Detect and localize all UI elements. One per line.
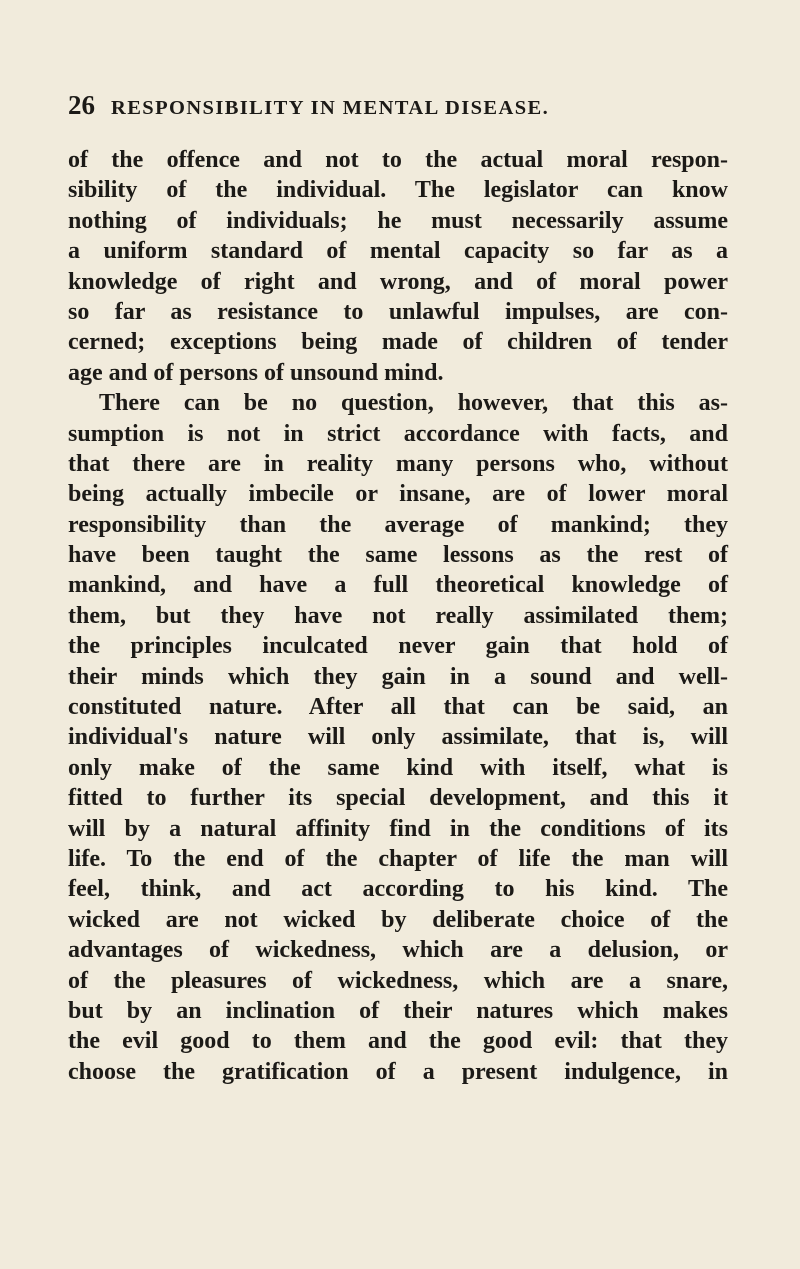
text-line: individual's nature will only assimilate, that is, will — [68, 724, 728, 751]
text-line: the evil good to them and the good evil: that they — [68, 1028, 728, 1055]
text-line: age and of persons of unsound mind. — [68, 359, 444, 386]
running-head-title: RESPONSIBILITY IN MENTAL DISEASE. — [111, 97, 550, 119]
text-line: choose the gratification of a present indulgence, in — [68, 1058, 728, 1085]
text-line: fitted to further its special development, and this it — [68, 785, 728, 812]
text-line: of the offence and not to the actual moral respon- — [68, 147, 728, 173]
running-head — [68, 90, 668, 120]
text-line: mankind, and have a full theoretical knowledge of — [68, 572, 728, 599]
text-line: have been taught the same lessons as the rest of — [68, 542, 728, 569]
text-line: sumption is not in strict accordance with facts, and — [68, 420, 728, 447]
text-line: There can be no question, however, that this as- — [99, 390, 728, 417]
page-number: 26 — [68, 90, 95, 120]
text-line: that there are in reality many persons who, without — [68, 450, 728, 477]
text-line: sibility of the individual. The legislator can know — [68, 177, 728, 204]
text-line: the principles inculcated never gain that hold of — [68, 633, 728, 660]
text-line: their minds which they gain in a sound and well- — [68, 663, 728, 690]
text-line: feel, think, and act according to his kind. The — [68, 876, 728, 903]
text-line: constituted nature. After all that can be said, an — [68, 694, 728, 721]
text-line: will by a natural affinity find in the conditions of its — [68, 815, 728, 842]
text-line: cerned; exceptions being made of children of tender — [68, 329, 728, 356]
text-line: but by an inclination of their natures which makes — [68, 997, 728, 1024]
text-line: knowledge of right and wrong, and of moral power — [68, 268, 728, 295]
text-line: of the pleasures of wickedness, which are a snare, — [68, 967, 728, 994]
text-line: life. To the end of the chapter of life the man will — [68, 845, 728, 872]
text-line: only make of the same kind with itself, what is — [68, 754, 728, 781]
body-text — [68, 145, 728, 1087]
text-line: them, but they have not really assimilated them; — [68, 602, 728, 629]
text-line: so far as resistance to unlawful impulses, are con- — [68, 298, 728, 325]
text-line: a uniform standard of mental capacity so far as a — [68, 238, 728, 265]
text-line: responsibility than the average of mankind; they — [68, 511, 728, 538]
text-line: advantages of wickedness, which are a delusion, or — [68, 937, 728, 964]
text-line: nothing of individuals; he must necessarily assume — [68, 207, 728, 234]
text-line: being actually imbecile or insane, are of lower moral — [68, 481, 728, 508]
text-line: wicked are not wicked by deliberate choice of the — [68, 906, 728, 933]
